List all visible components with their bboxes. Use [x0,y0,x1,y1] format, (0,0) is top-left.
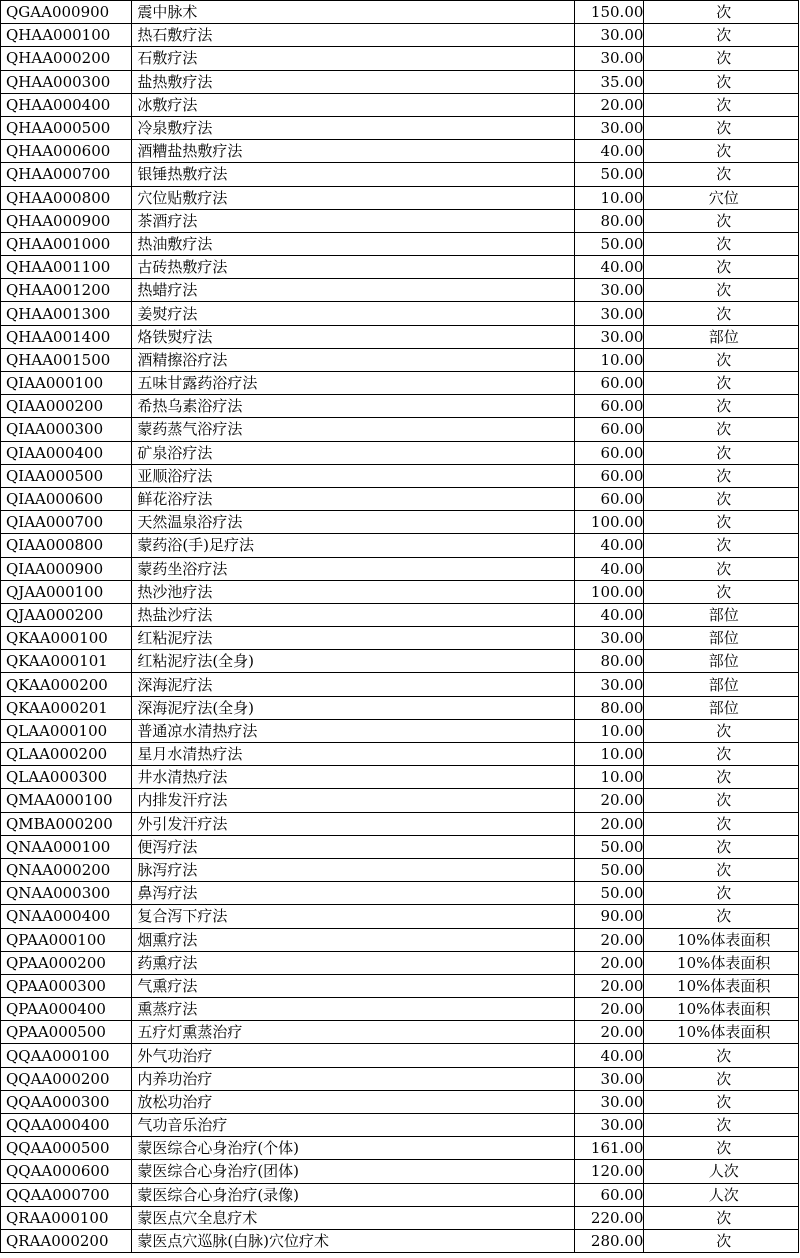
price-cell: 10.00 [574,766,644,789]
price-cell: 40.00 [574,140,644,163]
item-name-cell: 井水清热疗法 [132,766,574,789]
table-row [1,163,799,186]
price-cell: 280.00 [574,1229,644,1252]
item-name-cell: 红粘泥疗法(全身) [132,650,574,673]
item-code-cell: QLAA000100 [1,719,132,742]
unit-cell: 次 [644,70,799,93]
price-cell: 10.00 [574,743,644,766]
item-code-cell: QHAA001200 [1,279,132,302]
unit-cell: 10%体表面积 [644,998,799,1021]
table-row [1,279,799,302]
table-row [1,1206,799,1229]
item-name-cell: 古砖热敷疗法 [132,256,574,279]
item-code-cell: QIAA000400 [1,441,132,464]
item-code-cell: QGAA000900 [1,1,132,24]
item-code-cell: QQAA000100 [1,1044,132,1067]
unit-cell: 次 [644,256,799,279]
table-row [1,441,799,464]
item-name-cell: 深海泥疗法 [132,673,574,696]
item-name-cell: 热盐沙疗法 [132,603,574,626]
table-row [1,47,799,70]
unit-cell: 次 [644,511,799,534]
item-name-cell: 热沙池疗法 [132,580,574,603]
price-cell: 10.00 [574,719,644,742]
item-code-cell: QIAA000300 [1,418,132,441]
unit-cell: 次 [644,24,799,47]
item-name-cell: 蒙医点穴巡脉(白脉)穴位疗术 [132,1229,574,1252]
item-name-cell: 内养功治疗 [132,1067,574,1090]
unit-cell: 次 [644,905,799,928]
unit-cell: 次 [644,557,799,580]
table-row [1,557,799,580]
table-row [1,232,799,255]
item-name-cell: 热油敷疗法 [132,232,574,255]
unit-cell: 次 [644,766,799,789]
unit-cell: 次 [644,279,799,302]
unit-cell: 次 [644,1114,799,1137]
table-row [1,650,799,673]
item-name-cell: 星月水清热疗法 [132,743,574,766]
table-row [1,24,799,47]
table-row [1,418,799,441]
item-code-cell: QPAA000200 [1,951,132,974]
price-cell: 35.00 [574,70,644,93]
item-name-cell: 蒙药蒸气浴疗法 [132,418,574,441]
unit-cell: 人次 [644,1183,799,1206]
table-row [1,372,799,395]
table-row [1,789,799,812]
item-code-cell: QIAA000500 [1,464,132,487]
item-name-cell: 药熏疗法 [132,951,574,974]
item-code-cell: QLAA000300 [1,766,132,789]
price-cell: 80.00 [574,696,644,719]
item-name-cell: 鲜花浴疗法 [132,487,574,510]
price-cell: 161.00 [574,1137,644,1160]
unit-cell: 次 [644,1067,799,1090]
price-cell: 20.00 [574,93,644,116]
price-cell: 40.00 [574,603,644,626]
price-cell: 20.00 [574,928,644,951]
price-cell: 120.00 [574,1160,644,1183]
price-cell: 30.00 [574,47,644,70]
item-code-cell: QKAA000200 [1,673,132,696]
price-cell: 30.00 [574,1090,644,1113]
item-code-cell: QMBA000200 [1,812,132,835]
item-code-cell: QHAA001100 [1,256,132,279]
item-name-cell: 矿泉浴疗法 [132,441,574,464]
price-cell: 220.00 [574,1206,644,1229]
item-name-cell: 银锤热敷疗法 [132,163,574,186]
table-row [1,1021,799,1044]
price-cell: 50.00 [574,858,644,881]
price-cell: 30.00 [574,1114,644,1137]
price-cell: 100.00 [574,580,644,603]
unit-cell: 部位 [644,696,799,719]
price-cell: 60.00 [574,395,644,418]
table-row [1,1067,799,1090]
unit-cell: 穴位 [644,186,799,209]
unit-cell: 次 [644,116,799,139]
price-cell: 20.00 [574,998,644,1021]
table-row [1,1090,799,1113]
price-cell: 40.00 [574,256,644,279]
item-name-cell: 熏蒸疗法 [132,998,574,1021]
price-cell: 30.00 [574,302,644,325]
table-row [1,534,799,557]
item-name-cell: 茶酒疗法 [132,209,574,232]
item-name-cell: 盐热敷疗法 [132,70,574,93]
unit-cell: 次 [644,232,799,255]
item-code-cell: QJAA000100 [1,580,132,603]
item-code-cell: QQAA000700 [1,1183,132,1206]
item-code-cell: QJAA000200 [1,603,132,626]
unit-cell: 次 [644,163,799,186]
table-row [1,1229,799,1252]
item-name-cell: 放松功治疗 [132,1090,574,1113]
item-code-cell: QIAA000200 [1,395,132,418]
price-cell: 20.00 [574,974,644,997]
table-row [1,186,799,209]
item-name-cell: 蒙医综合心身治疗(录像) [132,1183,574,1206]
price-cell: 40.00 [574,1044,644,1067]
item-code-cell: QIAA000800 [1,534,132,557]
unit-cell: 次 [644,464,799,487]
table-row [1,974,799,997]
item-code-cell: QHAA000200 [1,47,132,70]
item-code-cell: QNAA000400 [1,905,132,928]
table-row [1,1137,799,1160]
price-cell: 20.00 [574,1021,644,1044]
item-code-cell: QIAA000700 [1,511,132,534]
item-code-cell: QPAA000400 [1,998,132,1021]
item-code-cell: QNAA000100 [1,835,132,858]
item-name-cell: 蒙医点穴全息疗术 [132,1206,574,1229]
item-name-cell: 姜熨疗法 [132,302,574,325]
item-code-cell: QHAA000100 [1,24,132,47]
table-row [1,719,799,742]
item-name-cell: 外气功治疗 [132,1044,574,1067]
price-cell: 80.00 [574,209,644,232]
table-body [1,1,799,1253]
table-row [1,882,799,905]
unit-cell: 部位 [644,325,799,348]
table-row [1,603,799,626]
table-row [1,325,799,348]
item-name-cell: 普通凉水清热疗法 [132,719,574,742]
unit-cell: 次 [644,534,799,557]
item-code-cell: QIAA000900 [1,557,132,580]
table-row [1,256,799,279]
table-row [1,70,799,93]
unit-cell: 次 [644,789,799,812]
unit-cell: 次 [644,47,799,70]
item-code-cell: QHAA000500 [1,116,132,139]
item-code-cell: QHAA000600 [1,140,132,163]
table-row [1,1044,799,1067]
price-cell: 20.00 [574,812,644,835]
unit-cell: 次 [644,372,799,395]
table-row [1,835,799,858]
price-cell: 60.00 [574,441,644,464]
item-name-cell: 蒙医综合心身治疗(团体) [132,1160,574,1183]
item-code-cell: QKAA000101 [1,650,132,673]
unit-cell: 次 [644,882,799,905]
table-row [1,511,799,534]
price-cell: 100.00 [574,511,644,534]
table-row [1,487,799,510]
item-name-cell: 蒙医综合心身治疗(个体) [132,1137,574,1160]
price-cell: 10.00 [574,348,644,371]
item-name-cell: 天然温泉浴疗法 [132,511,574,534]
price-cell: 50.00 [574,835,644,858]
item-name-cell: 酒糟盐热敷疗法 [132,140,574,163]
table-row [1,743,799,766]
price-cell: 20.00 [574,789,644,812]
item-code-cell: QIAA000100 [1,372,132,395]
item-code-cell: QPAA000300 [1,974,132,997]
item-name-cell: 石敷疗法 [132,47,574,70]
table-row [1,464,799,487]
table-row [1,858,799,881]
item-code-cell: QMAA000100 [1,789,132,812]
price-cell: 60.00 [574,418,644,441]
unit-cell: 次 [644,1229,799,1252]
table-row [1,140,799,163]
price-cell: 30.00 [574,1067,644,1090]
unit-cell: 10%体表面积 [644,951,799,974]
price-cell: 30.00 [574,116,644,139]
unit-cell: 次 [644,348,799,371]
item-code-cell: QKAA000201 [1,696,132,719]
price-cell: 50.00 [574,232,644,255]
unit-cell: 次 [644,418,799,441]
unit-cell: 次 [644,1137,799,1160]
price-cell: 60.00 [574,372,644,395]
unit-cell: 次 [644,302,799,325]
price-cell: 30.00 [574,673,644,696]
price-cell: 30.00 [574,279,644,302]
item-code-cell: QQAA000300 [1,1090,132,1113]
table-row [1,766,799,789]
price-cell: 60.00 [574,464,644,487]
item-name-cell: 穴位贴敷疗法 [132,186,574,209]
item-code-cell: QKAA000100 [1,627,132,650]
table-row [1,905,799,928]
item-code-cell: QHAA000700 [1,163,132,186]
table-row [1,951,799,974]
item-name-cell: 烟熏疗法 [132,928,574,951]
table-row [1,93,799,116]
item-name-cell: 酒精擦浴疗法 [132,348,574,371]
table-row [1,696,799,719]
item-name-cell: 内排发汗疗法 [132,789,574,812]
table-row [1,1,799,24]
item-name-cell: 红粘泥疗法 [132,627,574,650]
unit-cell: 部位 [644,673,799,696]
item-name-cell: 复合泻下疗法 [132,905,574,928]
price-cell: 90.00 [574,905,644,928]
item-name-cell: 烙铁熨疗法 [132,325,574,348]
item-name-cell: 冰敷疗法 [132,93,574,116]
item-code-cell: QNAA000300 [1,882,132,905]
price-cell: 30.00 [574,325,644,348]
unit-cell: 次 [644,395,799,418]
item-code-cell: QIAA000600 [1,487,132,510]
price-cell: 80.00 [574,650,644,673]
item-name-cell: 五味甘露药浴疗法 [132,372,574,395]
price-cell: 40.00 [574,534,644,557]
item-code-cell: QQAA000500 [1,1137,132,1160]
item-code-cell: QHAA000400 [1,93,132,116]
table-row [1,302,799,325]
item-name-cell: 希热乌素浴疗法 [132,395,574,418]
table-row [1,998,799,1021]
price-cell: 10.00 [574,186,644,209]
item-name-cell: 蒙药浴(手)足疗法 [132,534,574,557]
unit-cell: 10%体表面积 [644,928,799,951]
item-name-cell: 脉泻疗法 [132,858,574,881]
item-code-cell: QRAA000200 [1,1229,132,1252]
unit-cell: 部位 [644,650,799,673]
item-name-cell: 冷泉敷疗法 [132,116,574,139]
unit-cell: 部位 [644,627,799,650]
price-cell: 60.00 [574,1183,644,1206]
item-name-cell: 五疗灯熏蒸治疗 [132,1021,574,1044]
item-name-cell: 深海泥疗法(全身) [132,696,574,719]
item-code-cell: QNAA000200 [1,858,132,881]
item-code-cell: QHAA000300 [1,70,132,93]
price-cell: 40.00 [574,557,644,580]
unit-cell: 次 [644,580,799,603]
table-row [1,928,799,951]
unit-cell: 次 [644,441,799,464]
unit-cell: 次 [644,209,799,232]
unit-cell: 次 [644,812,799,835]
price-cell: 30.00 [574,627,644,650]
unit-cell: 次 [644,140,799,163]
item-code-cell: QPAA000500 [1,1021,132,1044]
unit-cell: 次 [644,1090,799,1113]
item-name-cell: 外引发汗疗法 [132,812,574,835]
table-row [1,209,799,232]
price-cell: 50.00 [574,163,644,186]
table-row [1,1183,799,1206]
item-code-cell: QHAA000800 [1,186,132,209]
unit-cell: 次 [644,1206,799,1229]
item-name-cell: 蒙药坐浴疗法 [132,557,574,580]
unit-cell: 次 [644,487,799,510]
unit-cell: 次 [644,835,799,858]
unit-cell: 10%体表面积 [644,1021,799,1044]
item-code-cell: QHAA001000 [1,232,132,255]
item-name-cell: 鼻泻疗法 [132,882,574,905]
item-name-cell: 热蜡疗法 [132,279,574,302]
item-name-cell: 震中脉术 [132,1,574,24]
item-code-cell: QQAA000600 [1,1160,132,1183]
unit-cell: 次 [644,1,799,24]
item-code-cell: QHAA001300 [1,302,132,325]
item-code-cell: QHAA001500 [1,348,132,371]
unit-cell: 次 [644,93,799,116]
price-cell: 30.00 [574,24,644,47]
item-code-cell: QLAA000200 [1,743,132,766]
item-code-cell: QQAA000200 [1,1067,132,1090]
unit-cell: 10%体表面积 [644,974,799,997]
item-code-cell: QQAA000400 [1,1114,132,1137]
item-name-cell: 气功音乐治疗 [132,1114,574,1137]
item-code-cell: QPAA000100 [1,928,132,951]
table-row [1,673,799,696]
item-name-cell: 热石敷疗法 [132,24,574,47]
unit-cell: 次 [644,1044,799,1067]
item-code-cell: QRAA000100 [1,1206,132,1229]
table-row [1,395,799,418]
item-name-cell: 亚顺浴疗法 [132,464,574,487]
table-row [1,348,799,371]
unit-cell: 部位 [644,603,799,626]
price-cell: 60.00 [574,487,644,510]
table-row [1,812,799,835]
price-cell: 50.00 [574,882,644,905]
item-code-cell: QHAA001400 [1,325,132,348]
unit-cell: 人次 [644,1160,799,1183]
price-cell: 150.00 [574,1,644,24]
item-code-cell: QHAA000900 [1,209,132,232]
table-row [1,116,799,139]
table-row [1,627,799,650]
item-name-cell: 气熏疗法 [132,974,574,997]
table-row [1,1114,799,1137]
unit-cell: 次 [644,743,799,766]
unit-cell: 次 [644,858,799,881]
table-row [1,1160,799,1183]
unit-cell: 次 [644,719,799,742]
price-cell: 20.00 [574,951,644,974]
table-row [1,580,799,603]
item-name-cell: 便泻疗法 [132,835,574,858]
